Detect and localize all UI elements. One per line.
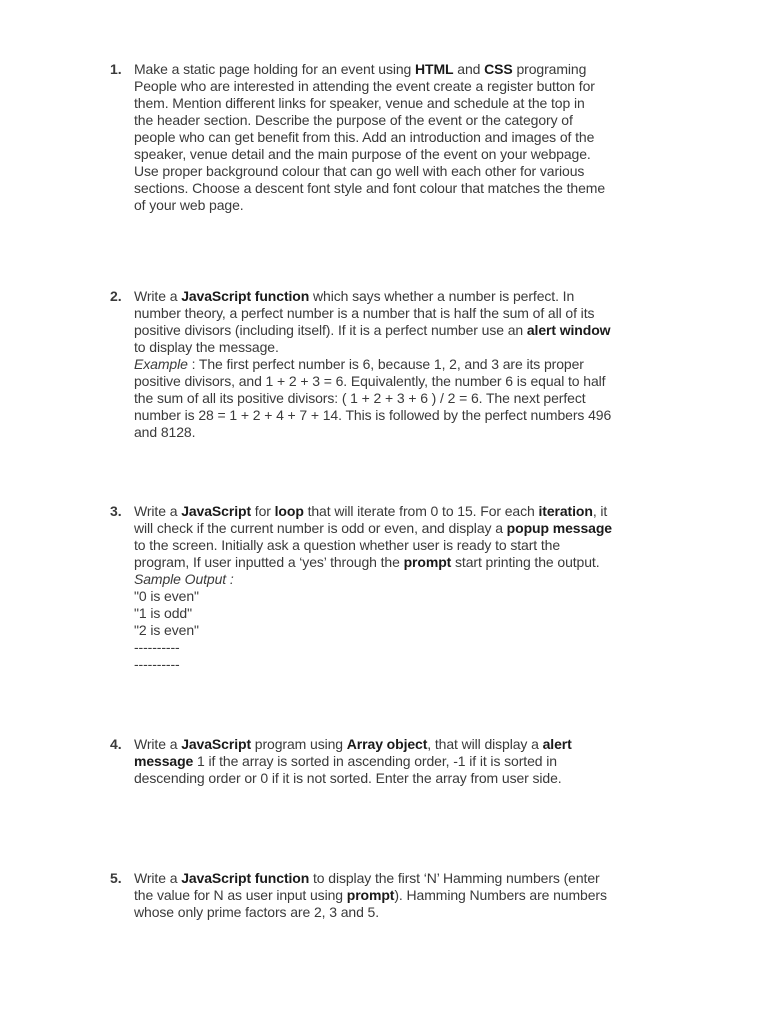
bold-term: prompt <box>346 887 395 903</box>
text-run: people who can get benefit from this. Add an introduction and images of the <box>134 129 595 145</box>
text-run: : The first perfect number is 6, because 1, 2, and 3 are its proper <box>187 356 584 372</box>
text-line <box>134 736 682 753</box>
bold-term: alert <box>542 736 572 752</box>
text-line <box>134 639 682 656</box>
question-text <box>134 61 682 214</box>
text-run: to the screen. Initially ask a question whether user is ready to start the <box>134 537 561 553</box>
text-line <box>134 503 682 520</box>
bold-term: JavaScript function <box>181 288 310 304</box>
text-line <box>134 605 682 622</box>
text-line <box>134 770 682 787</box>
bold-term: JavaScript <box>181 736 252 752</box>
text-run: People who are interested in attending the event create a register button for <box>134 78 595 94</box>
text-run: the header section. Describe the purpose of the event or the category of <box>134 112 573 128</box>
text-run: the sum of all its positive divisors: ( 1 + 2 + 3 + 6 ) / 2 = 6. The next perfect <box>134 390 586 406</box>
text-line <box>134 622 682 639</box>
text-run: the value for N as user input using <box>134 887 347 903</box>
text-run: 1 if the array is sorted in ascending order, -1 if it is sorted in <box>193 753 557 769</box>
text-line <box>134 588 682 605</box>
text-line <box>134 904 682 921</box>
text-run: Make a static page holding for an event using <box>134 61 416 77</box>
text-run: ---------- <box>134 639 180 655</box>
text-run: Write a <box>134 288 182 304</box>
italic-term: Example <box>134 356 188 372</box>
text-run: ---------- <box>134 656 180 672</box>
text-run: program using <box>251 736 347 752</box>
text-line <box>134 129 682 146</box>
text-line <box>134 870 682 887</box>
text-run: "1 is odd" <box>134 605 192 621</box>
text-run: ). Hamming Numbers are numbers <box>394 887 607 903</box>
bold-term: popup message <box>506 520 612 536</box>
text-run: for <box>251 503 275 519</box>
question-text <box>134 288 682 441</box>
text-line <box>134 407 682 424</box>
text-run: positive divisors, and 1 + 2 + 3 = 6. Equivalently, the number 6 is equal to half <box>134 373 606 389</box>
text-run: program, If user inputted a ‘yes’ through the <box>134 554 404 570</box>
question-text <box>134 503 682 673</box>
text-line <box>134 424 682 441</box>
text-line <box>134 112 682 129</box>
text-run: to display the first ‘N’ Hamming numbers (enter <box>309 870 600 886</box>
text-line <box>134 146 682 163</box>
text-line <box>134 95 682 112</box>
text-line <box>134 520 682 537</box>
text-run: speaker, venue detail and the main purpose of the event on your webpage. <box>134 146 591 162</box>
text-run: whose only prime factors are 2, 3 and 5. <box>134 904 380 920</box>
text-run: , it <box>592 503 608 519</box>
bold-term: JavaScript function <box>181 870 310 886</box>
text-run: to display the message. <box>134 339 279 355</box>
bold-term: alert window <box>526 322 611 338</box>
text-run: Write a <box>134 503 182 519</box>
text-run: , that will display a <box>427 736 543 752</box>
bold-term: JavaScript <box>181 503 252 519</box>
text-line <box>134 305 682 322</box>
text-line <box>134 390 682 407</box>
text-run: start printing the output. <box>451 554 600 570</box>
text-line <box>134 537 682 554</box>
text-run: them. Mention different links for speaker, venue and schedule at the top in <box>134 95 585 111</box>
bold-term: CSS <box>484 61 513 77</box>
text-line <box>134 753 682 770</box>
bold-term: prompt <box>403 554 452 570</box>
text-line <box>134 197 682 214</box>
bold-term: iteration <box>538 503 593 519</box>
text-line <box>134 554 682 571</box>
text-run: number is 28 = 1 + 2 + 4 + 7 + 14. This is followed by the perfect numbers 496 <box>134 407 612 423</box>
text-run: and <box>453 61 485 77</box>
text-run: number theory, a perfect number is a number that is half the sum of all of its <box>134 305 595 321</box>
text-line <box>134 656 682 673</box>
text-run: of your web page. <box>134 197 244 213</box>
italic-term: Sample Output : <box>134 571 234 587</box>
question-number: 5. <box>110 870 122 886</box>
text-line <box>134 373 682 390</box>
text-line <box>134 288 682 305</box>
question-number: 2. <box>110 288 122 304</box>
text-run: will check if the current number is odd or even, and display a <box>134 520 507 536</box>
text-run: which says whether a number is perfect. In <box>309 288 575 304</box>
text-run: "2 is even" <box>134 622 199 638</box>
question-text <box>134 736 682 787</box>
text-run: "0 is even" <box>134 588 199 604</box>
text-run: Write a <box>134 736 182 752</box>
question-number: 4. <box>110 736 122 752</box>
question-number: 1. <box>110 61 122 77</box>
text-line <box>134 78 682 95</box>
text-line <box>134 61 682 78</box>
text-line <box>134 571 682 588</box>
question-number: 3. <box>110 503 122 519</box>
text-line <box>134 887 682 904</box>
bold-term: loop <box>274 503 304 519</box>
text-run: programing <box>512 61 587 77</box>
text-run: sections. Choose a descent font style and font colour that matches the theme <box>134 180 606 196</box>
text-line <box>134 356 682 373</box>
text-run: Use proper background colour that can go well with each other for various <box>134 163 585 179</box>
text-line <box>134 180 682 197</box>
bold-term: message <box>134 753 194 769</box>
text-run: and 8128. <box>134 424 196 440</box>
text-run: descending order or 0 if it is not sorted. Enter the array from user side. <box>134 770 562 786</box>
text-run: positive divisors (including itself). If it is a perfect number use an <box>134 322 527 338</box>
text-line <box>134 339 682 356</box>
text-run: that will iterate from 0 to 15. For each <box>303 503 539 519</box>
bold-term: Array object <box>346 736 428 752</box>
text-run: Write a <box>134 870 182 886</box>
bold-term: HTML <box>415 61 454 77</box>
text-line <box>134 163 682 180</box>
text-line <box>134 322 682 339</box>
question-text <box>134 870 682 921</box>
